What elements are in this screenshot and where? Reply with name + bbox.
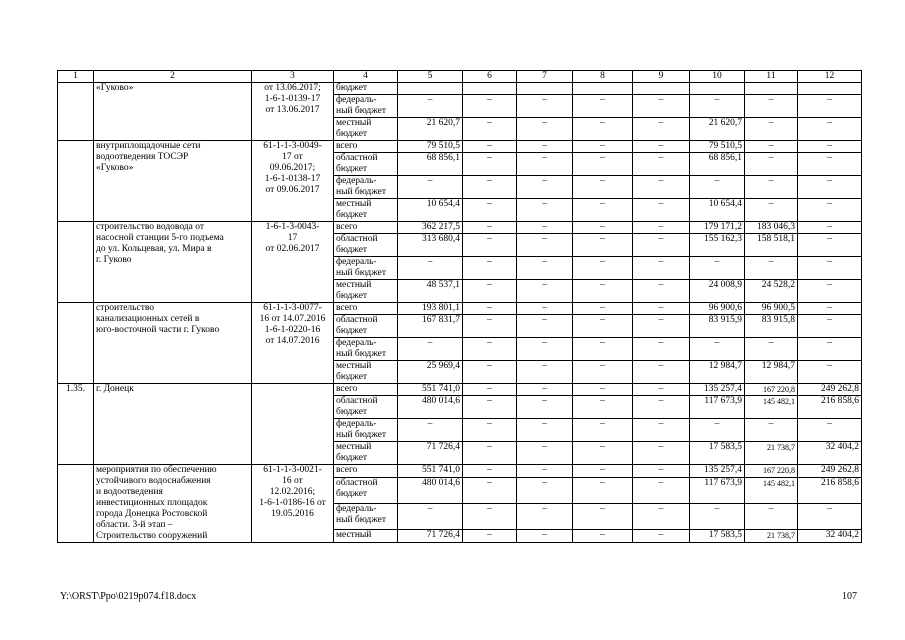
amount-cell: – bbox=[463, 338, 517, 361]
amount-cell: – bbox=[745, 176, 798, 199]
amount-cell: – bbox=[633, 222, 690, 234]
amount-cell: – bbox=[633, 529, 690, 542]
amount-cell: – bbox=[573, 222, 633, 234]
amount-cell: 17 583,5 bbox=[690, 529, 745, 542]
amount-cell: – bbox=[573, 234, 633, 257]
amount-cell: – bbox=[633, 419, 690, 442]
budget-source-cell: областной бюджет bbox=[334, 478, 398, 504]
budget-source-cell: областной бюджет bbox=[334, 153, 398, 176]
amount-cell: 158 518,1 bbox=[745, 234, 798, 257]
amount-cell: – bbox=[690, 419, 745, 442]
amount-cell: – bbox=[517, 222, 573, 234]
amount-cell: – bbox=[517, 95, 573, 118]
amount-cell: – bbox=[517, 234, 573, 257]
amount-cell: – bbox=[573, 338, 633, 361]
amount-cell: – bbox=[573, 141, 633, 153]
amount-cell: 83 915,9 bbox=[690, 315, 745, 338]
amount-cell: – bbox=[517, 176, 573, 199]
amount-cell: 24 008,9 bbox=[690, 280, 745, 303]
amount-cell: – bbox=[633, 153, 690, 176]
amount-cell: – bbox=[517, 478, 573, 504]
column-number-6: 6 bbox=[463, 71, 517, 83]
amount-cell: – bbox=[517, 118, 573, 141]
amount-cell: – bbox=[573, 529, 633, 542]
amount-cell: – bbox=[633, 315, 690, 338]
amount-cell: – bbox=[517, 280, 573, 303]
amount-cell bbox=[798, 83, 862, 95]
amount-cell: – bbox=[798, 222, 862, 234]
amount-cell: 79 510,5 bbox=[690, 141, 745, 153]
amount-cell bbox=[463, 83, 517, 95]
amount-cell: 68 856,1 bbox=[690, 153, 745, 176]
column-number-1: 1 bbox=[58, 71, 94, 83]
amount-cell: 12 984,7 bbox=[690, 361, 745, 384]
amount-cell: – bbox=[633, 141, 690, 153]
amount-cell: 12 984,7 bbox=[745, 361, 798, 384]
amount-cell: – bbox=[463, 234, 517, 257]
table-row bbox=[58, 141, 862, 153]
amount-cell: – bbox=[798, 199, 862, 222]
amount-cell: – bbox=[463, 315, 517, 338]
amount-cell: 216 858,6 bbox=[798, 396, 862, 419]
amount-cell: – bbox=[463, 153, 517, 176]
budget-source-cell: всего bbox=[334, 141, 398, 153]
amount-cell: – bbox=[633, 478, 690, 504]
object-name-cell: мероприятия по обеспечению устойчивого водоснабжения и водоотведения инвестиционных площадок города Донецка Ростовской области. 3-й этап – Строительство сооружений bbox=[94, 465, 252, 543]
table-row bbox=[58, 384, 862, 396]
document-cell: 61-1-1-3-0077- 16 от 14.07.2016 1-6-1-0220-16 от 14.07.2016 bbox=[252, 303, 334, 384]
amount-cell: – bbox=[517, 153, 573, 176]
amount-cell: – bbox=[398, 338, 463, 361]
footer-file-path: Y:\ORST\Ppo\0219p074.f18.docx bbox=[60, 591, 197, 602]
budget-source-cell: федераль- ный бюджет bbox=[334, 95, 398, 118]
budget-table bbox=[57, 70, 862, 543]
amount-cell: – bbox=[517, 396, 573, 419]
table-row bbox=[58, 222, 862, 234]
amount-cell: – bbox=[798, 280, 862, 303]
amount-cell: – bbox=[798, 118, 862, 141]
amount-cell: – bbox=[633, 95, 690, 118]
amount-cell: – bbox=[690, 176, 745, 199]
amount-cell: 10 654,4 bbox=[398, 199, 463, 222]
amount-cell: 362 217,5 bbox=[398, 222, 463, 234]
document-cell: 61-1-1-3-0021- 16 от 12.02.2016; 1-6-1-0186-16 от 19.05.2016 bbox=[252, 465, 334, 543]
amount-cell: – bbox=[633, 118, 690, 141]
amount-cell: – bbox=[463, 361, 517, 384]
object-name-cell: г. Донецк bbox=[94, 384, 252, 465]
amount-cell: – bbox=[633, 303, 690, 315]
amount-cell: – bbox=[745, 199, 798, 222]
amount-cell: 167 220,8 bbox=[745, 384, 798, 396]
amount-cell: – bbox=[633, 396, 690, 419]
amount-cell: – bbox=[633, 503, 690, 529]
budget-source-cell: всего bbox=[334, 303, 398, 315]
amount-cell: – bbox=[517, 361, 573, 384]
column-number-12: 12 bbox=[798, 71, 862, 83]
amount-cell: – bbox=[517, 529, 573, 542]
amount-cell: – bbox=[633, 465, 690, 478]
amount-cell: – bbox=[745, 257, 798, 280]
amount-cell bbox=[517, 83, 573, 95]
column-number-2: 2 bbox=[94, 71, 252, 83]
document-cell: 61-1-1-3-0049- 17 от 09.06.2017; 1-6-1-0138-17 от 09.06.2017 bbox=[252, 141, 334, 222]
amount-cell: – bbox=[517, 257, 573, 280]
amount-cell: – bbox=[573, 118, 633, 141]
amount-cell: – bbox=[633, 176, 690, 199]
amount-cell: 551 741,0 bbox=[398, 465, 463, 478]
amount-cell: – bbox=[463, 280, 517, 303]
amount-cell: – bbox=[573, 442, 633, 465]
amount-cell: – bbox=[573, 503, 633, 529]
amount-cell: – bbox=[398, 95, 463, 118]
amount-cell: 24 528,2 bbox=[745, 280, 798, 303]
amount-cell: – bbox=[398, 176, 463, 199]
amount-cell: – bbox=[463, 529, 517, 542]
amount-cell: – bbox=[463, 222, 517, 234]
amount-cell: – bbox=[690, 338, 745, 361]
amount-cell: 32 404,2 bbox=[798, 529, 862, 542]
amount-cell: – bbox=[517, 141, 573, 153]
amount-cell: – bbox=[573, 361, 633, 384]
amount-cell: – bbox=[745, 118, 798, 141]
amount-cell: 48 537,1 bbox=[398, 280, 463, 303]
amount-cell: – bbox=[398, 503, 463, 529]
amount-cell: – bbox=[573, 465, 633, 478]
amount-cell: – bbox=[745, 95, 798, 118]
amount-cell: 313 680,4 bbox=[398, 234, 463, 257]
amount-cell: – bbox=[398, 257, 463, 280]
amount-cell: – bbox=[798, 234, 862, 257]
amount-cell: – bbox=[633, 280, 690, 303]
column-number-row bbox=[58, 71, 862, 83]
amount-cell: 193 801,1 bbox=[398, 303, 463, 315]
amount-cell: 216 858,6 bbox=[798, 478, 862, 504]
amount-cell: 71 726,4 bbox=[398, 529, 463, 542]
amount-cell: – bbox=[633, 384, 690, 396]
amount-cell: – bbox=[463, 384, 517, 396]
amount-cell: – bbox=[573, 199, 633, 222]
amount-cell: 79 510,5 bbox=[398, 141, 463, 153]
budget-source-cell: местный бюджет bbox=[334, 361, 398, 384]
amount-cell: 21 738,7 bbox=[745, 442, 798, 465]
amount-cell: 145 482,1 bbox=[745, 396, 798, 419]
column-number-5: 5 bbox=[398, 71, 463, 83]
amount-cell: 96 900,6 bbox=[690, 303, 745, 315]
amount-cell: 480 014,6 bbox=[398, 478, 463, 504]
object-name-cell: внутриплощадочные сети водоотведения ТОСЭР «Гуково» bbox=[94, 141, 252, 222]
amount-cell: 155 162,3 bbox=[690, 234, 745, 257]
amount-cell: 25 969,4 bbox=[398, 361, 463, 384]
amount-cell: – bbox=[573, 95, 633, 118]
amount-cell: – bbox=[745, 419, 798, 442]
amount-cell: – bbox=[633, 361, 690, 384]
item-number-cell bbox=[58, 303, 94, 384]
amount-cell: – bbox=[463, 419, 517, 442]
amount-cell: 21 620,7 bbox=[690, 118, 745, 141]
amount-cell: – bbox=[573, 257, 633, 280]
amount-cell: – bbox=[633, 234, 690, 257]
amount-cell: – bbox=[633, 257, 690, 280]
object-name-cell: строительство канализационных сетей в юго-восточной части г. Гуково bbox=[94, 303, 252, 384]
amount-cell: – bbox=[633, 442, 690, 465]
column-number-11: 11 bbox=[745, 71, 798, 83]
amount-cell: – bbox=[463, 176, 517, 199]
amount-cell: – bbox=[745, 338, 798, 361]
amount-cell: – bbox=[745, 503, 798, 529]
budget-source-cell: областной бюджет bbox=[334, 396, 398, 419]
amount-cell: – bbox=[573, 315, 633, 338]
table-row bbox=[58, 83, 862, 95]
amount-cell: 21 738,7 bbox=[745, 529, 798, 542]
amount-cell: – bbox=[798, 141, 862, 153]
amount-cell: – bbox=[798, 95, 862, 118]
amount-cell: – bbox=[463, 199, 517, 222]
amount-cell: – bbox=[573, 419, 633, 442]
amount-cell: – bbox=[517, 303, 573, 315]
column-number-3: 3 bbox=[252, 71, 334, 83]
amount-cell bbox=[690, 83, 745, 95]
item-number-cell bbox=[58, 141, 94, 222]
amount-cell: 135 257,4 bbox=[690, 465, 745, 478]
amount-cell: – bbox=[798, 361, 862, 384]
amount-cell: – bbox=[690, 257, 745, 280]
budget-source-cell: всего bbox=[334, 222, 398, 234]
budget-source-cell: федераль- ный бюджет bbox=[334, 419, 398, 442]
amount-cell: – bbox=[517, 199, 573, 222]
amount-cell: – bbox=[798, 503, 862, 529]
amount-cell: – bbox=[517, 315, 573, 338]
budget-source-cell: федераль- ный бюджет bbox=[334, 257, 398, 280]
amount-cell: 10 654,4 bbox=[690, 199, 745, 222]
budget-source-cell: бюджет bbox=[334, 83, 398, 95]
amount-cell: – bbox=[573, 396, 633, 419]
amount-cell: 96 900,5 bbox=[745, 303, 798, 315]
amount-cell: – bbox=[517, 384, 573, 396]
amount-cell: – bbox=[517, 442, 573, 465]
object-name-cell: «Гуково» bbox=[94, 83, 252, 141]
amount-cell: 117 673,9 bbox=[690, 396, 745, 419]
budget-source-cell: федераль- ный бюджет bbox=[334, 176, 398, 199]
amount-cell: 183 046,3 bbox=[745, 222, 798, 234]
budget-source-cell: федераль- ный бюджет bbox=[334, 503, 398, 529]
budget-source-cell: всего bbox=[334, 384, 398, 396]
document-cell: 1-6-1-3-0043- 17 от 02.06.2017 bbox=[252, 222, 334, 303]
amount-cell: – bbox=[798, 303, 862, 315]
amount-cell: – bbox=[633, 199, 690, 222]
amount-cell: – bbox=[573, 384, 633, 396]
budget-source-cell: федераль- ный бюджет bbox=[334, 338, 398, 361]
amount-cell: 135 257,4 bbox=[690, 384, 745, 396]
amount-cell: – bbox=[463, 141, 517, 153]
amount-cell: – bbox=[798, 419, 862, 442]
amount-cell: 480 014,6 bbox=[398, 396, 463, 419]
amount-cell: – bbox=[517, 503, 573, 529]
item-number-cell: 1.35. bbox=[58, 384, 94, 465]
amount-cell: 249 262,8 bbox=[798, 465, 862, 478]
amount-cell: 551 741,0 bbox=[398, 384, 463, 396]
amount-cell: 17 583,5 bbox=[690, 442, 745, 465]
amount-cell: – bbox=[573, 478, 633, 504]
amount-cell: 21 620,7 bbox=[398, 118, 463, 141]
amount-cell bbox=[745, 83, 798, 95]
budget-source-cell: местный бюджет bbox=[334, 280, 398, 303]
amount-cell: – bbox=[463, 95, 517, 118]
amount-cell: – bbox=[798, 315, 862, 338]
amount-cell bbox=[633, 83, 690, 95]
table-row bbox=[58, 465, 862, 478]
amount-cell: 145 482,1 bbox=[745, 478, 798, 504]
amount-cell: 179 171,2 bbox=[690, 222, 745, 234]
column-number-9: 9 bbox=[633, 71, 690, 83]
amount-cell: 32 404,2 bbox=[798, 442, 862, 465]
amount-cell: – bbox=[463, 442, 517, 465]
amount-cell: – bbox=[517, 338, 573, 361]
amount-cell: – bbox=[463, 503, 517, 529]
document-cell bbox=[252, 384, 334, 465]
amount-cell: 117 673,9 bbox=[690, 478, 745, 504]
page-number: 107 bbox=[842, 591, 857, 602]
amount-cell: 71 726,4 bbox=[398, 442, 463, 465]
amount-cell bbox=[573, 83, 633, 95]
amount-cell: – bbox=[517, 419, 573, 442]
amount-cell: – bbox=[463, 303, 517, 315]
budget-source-cell: местный бюджет bbox=[334, 199, 398, 222]
amount-cell: – bbox=[573, 153, 633, 176]
amount-cell: – bbox=[463, 257, 517, 280]
amount-cell: 167 831,7 bbox=[398, 315, 463, 338]
amount-cell: – bbox=[463, 118, 517, 141]
budget-source-cell: областной бюджет bbox=[334, 315, 398, 338]
amount-cell: – bbox=[745, 153, 798, 176]
amount-cell: – bbox=[798, 338, 862, 361]
column-number-7: 7 bbox=[517, 71, 573, 83]
amount-cell: – bbox=[633, 338, 690, 361]
amount-cell: – bbox=[690, 503, 745, 529]
amount-cell: – bbox=[798, 257, 862, 280]
amount-cell: – bbox=[398, 419, 463, 442]
amount-cell: – bbox=[573, 280, 633, 303]
amount-cell: 167 220,8 bbox=[745, 465, 798, 478]
table-row bbox=[58, 303, 862, 315]
item-number-cell bbox=[58, 222, 94, 303]
budget-source-cell: областной бюджет bbox=[334, 234, 398, 257]
budget-source-cell: всего bbox=[334, 465, 398, 478]
amount-cell: 249 262,8 bbox=[798, 384, 862, 396]
amount-cell: – bbox=[798, 153, 862, 176]
object-name-cell: строительство водовода от насосной станции 5-го подъема до ул. Кольцевая, ул. Мира в г. Гуково bbox=[94, 222, 252, 303]
amount-cell bbox=[398, 83, 463, 95]
item-number-cell bbox=[58, 83, 94, 141]
column-number-8: 8 bbox=[573, 71, 633, 83]
amount-cell: – bbox=[517, 465, 573, 478]
budget-source-cell: местный бюджет bbox=[334, 118, 398, 141]
column-number-10: 10 bbox=[690, 71, 745, 83]
item-number-cell bbox=[58, 465, 94, 543]
amount-cell: – bbox=[745, 141, 798, 153]
amount-cell: – bbox=[690, 95, 745, 118]
amount-cell: – bbox=[573, 303, 633, 315]
amount-cell: – bbox=[463, 465, 517, 478]
amount-cell: – bbox=[463, 396, 517, 419]
document-cell: от 13.06.2017; 1-6-1-0139-17 от 13.06.2017 bbox=[252, 83, 334, 141]
amount-cell: – bbox=[463, 478, 517, 504]
budget-source-cell: местный bbox=[334, 529, 398, 542]
column-number-4: 4 bbox=[334, 71, 398, 83]
budget-source-cell: местный бюджет bbox=[334, 442, 398, 465]
amount-cell: 83 915,8 bbox=[745, 315, 798, 338]
amount-cell: – bbox=[798, 176, 862, 199]
amount-cell: – bbox=[573, 176, 633, 199]
amount-cell: 68 856,1 bbox=[398, 153, 463, 176]
